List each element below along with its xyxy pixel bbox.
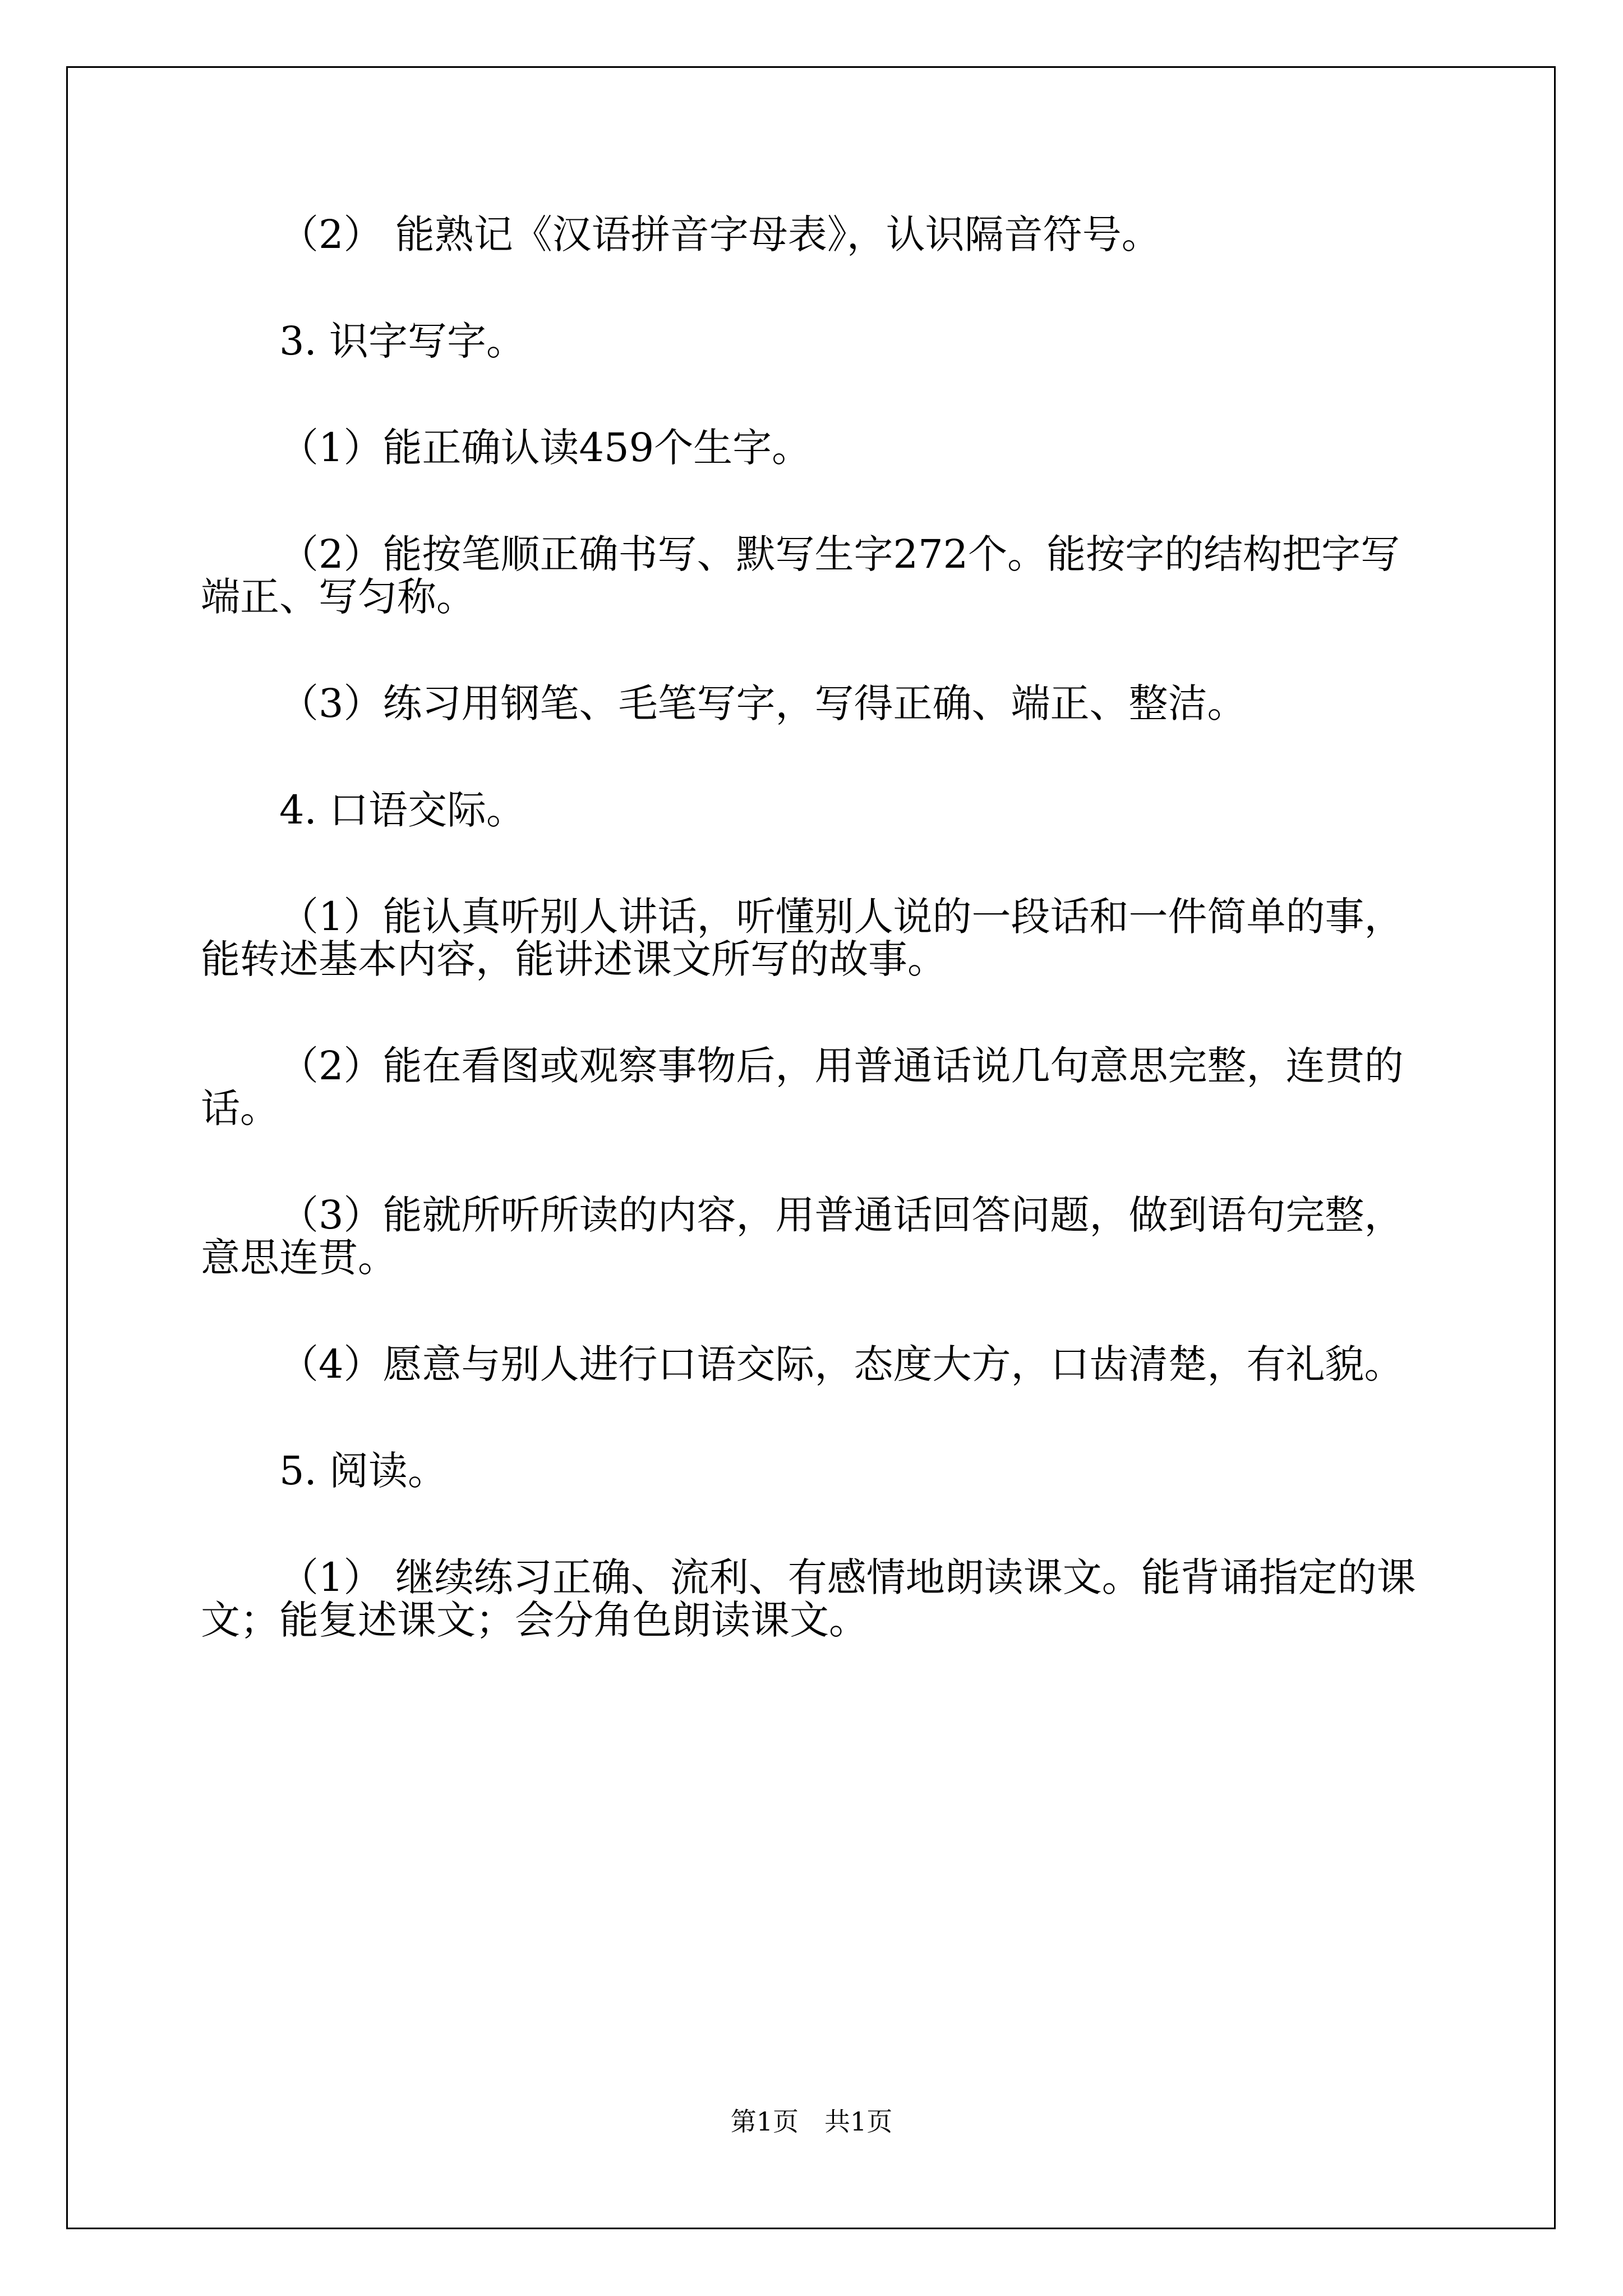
- paragraph: （1） 继续练习正确、流利、有感情地朗读课文。能背诵指定的课文；能复述课文；会分角色朗读课文。: [201, 1554, 1416, 1643]
- paragraph: （2） 能熟记《汉语拼音字母表》，认识隔音符号。: [279, 211, 1161, 257]
- section-heading: 3. 识字写字。: [279, 318, 526, 364]
- document-body: [201, 213, 1435, 1705]
- section-heading: 4. 口语交际。: [279, 787, 526, 833]
- paragraph: （1）能认真听别人讲话，听懂别人说的一段话和一件简单的事，能转述基本内容，能讲述课文所写的故事。: [201, 894, 1404, 982]
- paragraph: （3）练习用钢笔、毛笔写字，写得正确、端正、整洁。: [279, 680, 1247, 726]
- section-heading: 5. 阅读。: [279, 1448, 448, 1494]
- paragraph: （2）能按笔顺正确书写、默写生字272个。能按字的结构把字写端正、写匀称。: [201, 531, 1400, 620]
- paragraph: （2）能在看图或观察事物后，用普通话说几句意思完整，连贯的话。: [201, 1043, 1404, 1131]
- paragraph: （1）能正确认读459个生字。: [279, 425, 811, 471]
- paragraph: （4）愿意与别人进行口语交际，态度大方，口齿清楚，有礼貌。: [279, 1341, 1404, 1387]
- page-footer: 第1页 共1页: [730, 2106, 893, 2137]
- paragraph: （3）能就所听所读的内容，用普通话回答问题，做到语句完整，意思连贯。: [201, 1192, 1404, 1281]
